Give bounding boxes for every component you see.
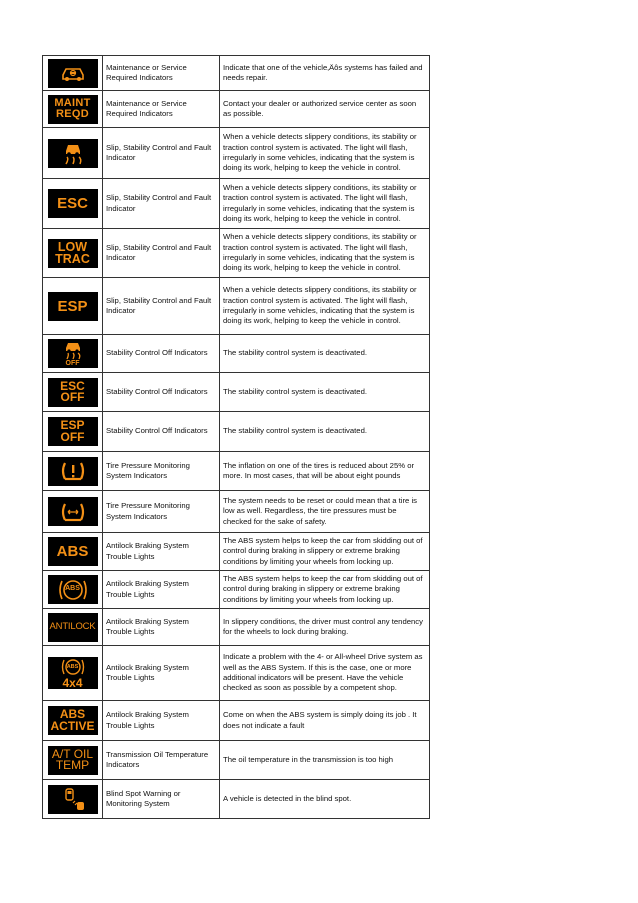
abs-4x4-label: 4x4: [62, 676, 83, 690]
indicator-name: Slip, Stability Control and Fault Indicator: [103, 229, 220, 278]
table-row: [43, 741, 430, 780]
indicator-description: The stability control system is deactivated.: [220, 412, 430, 452]
at-oil-temp-icon: A/T OIL TEMP: [48, 746, 98, 775]
table-row: [43, 373, 430, 412]
indicator-name: Stability Control Off Indicators: [103, 335, 220, 373]
indicator-name: Blind Spot Warning or Monitoring System: [103, 780, 220, 819]
indicator-name: Antilock Braking System Trouble Lights: [103, 609, 220, 646]
indicator-table: [42, 55, 430, 819]
indicator-description: When a vehicle detects slippery conditions, its stability or traction control system is activated. The light will flash, irregularly in some vehicles, indicating that the system is doing its work, helping to keep the vehicle in control.: [220, 179, 430, 229]
indicator-name: Maintenance or Service Required Indicators: [103, 91, 220, 128]
table-row: [43, 128, 430, 179]
tire-pressure-icon: [48, 457, 98, 486]
indicator-name: Tire Pressure Monitoring System Indicators: [103, 491, 220, 533]
indicator-name: Slip, Stability Control and Fault Indicator: [103, 278, 220, 335]
indicator-name: Transmission Oil Temperature Indicators: [103, 741, 220, 780]
indicator-description: The stability control system is deactivated.: [220, 373, 430, 412]
esp-off-icon: ESP OFF: [48, 417, 98, 446]
indicator-name: Antilock Braking System Trouble Lights: [103, 533, 220, 571]
indicator-description: In slippery conditions, the driver must control any tendency for the wheels to lock during braking.: [220, 609, 430, 646]
car-wrench-icon: [48, 59, 98, 88]
table-row: [43, 646, 430, 701]
table-row: [43, 229, 430, 278]
table-row: [43, 701, 430, 741]
abs-4x4-icon: [48, 657, 98, 689]
abs-active-icon: ABS ACTIVE: [48, 706, 98, 735]
table-row: [43, 452, 430, 491]
table-row: [43, 609, 430, 646]
indicator-description: When a vehicle detects slippery conditions, its stability or traction control system is activated. The light will flash, irregularly in some vehicles, indicating that the system is doing its work, helping to keep the vehicle in control.: [220, 229, 430, 278]
table-row: [43, 335, 430, 373]
table-row: [43, 56, 430, 91]
indicator-description: Indicate that one of the vehicle‚Äôs systems has failed and needs repair.: [220, 56, 430, 91]
off-label: OFF: [65, 360, 80, 367]
indicator-name: Stability Control Off Indicators: [103, 412, 220, 452]
indicator-description: The ABS system helps to keep the car from skidding out of control during braking in slippery or extreme braking conditions by limiting your wheels from locking up.: [220, 533, 430, 571]
table-row: [43, 780, 430, 819]
low-trac-icon: LOW TRAC: [48, 239, 98, 268]
indicator-description: The ABS system helps to keep the car from skidding out of control during braking in slippery or extreme braking conditions by limiting your wheels from locking up.: [220, 571, 430, 609]
abs-circle-icon: [48, 575, 98, 604]
indicator-name: Maintenance or Service Required Indicators: [103, 56, 220, 91]
abs-circle-label: ABS: [65, 585, 80, 593]
indicator-name: Antilock Braking System Trouble Lights: [103, 571, 220, 609]
table-row: [43, 412, 430, 452]
table-row: [43, 179, 430, 229]
abs-icon: ABS: [48, 537, 98, 566]
indicator-description: The inflation on one of the tires is reduced about 25% or more. In most cases, that will be about eight pounds: [220, 452, 430, 491]
tire-pressure-reset-icon: [48, 497, 98, 526]
skidding-car-off-icon: [48, 339, 98, 368]
indicator-description: Indicate a problem with the 4- or All-wheel Drive system as well as the ABS System. If this is the case, one or more additional indicators will be present. Have the vehicle checked as soon as possible by a competent shop.: [220, 646, 430, 701]
indicator-description: When a vehicle detects slippery conditions, its stability or traction control system is activated. The light will flash, irregularly in some vehicles, indicating that the system is doing its work, helping to keep the vehicle in control.: [220, 128, 430, 179]
indicator-description: A vehicle is detected in the blind spot.: [220, 780, 430, 819]
indicator-description: The oil temperature in the transmission is too high: [220, 741, 430, 780]
indicator-description: When a vehicle detects slippery conditions, its stability or traction control system is activated. The light will flash, irregularly in some vehicles, indicating that the system is doing its work, helping to keep the vehicle in control.: [220, 278, 430, 335]
indicator-name: Slip, Stability Control and Fault Indicator: [103, 179, 220, 229]
table-row: [43, 278, 430, 335]
indicator-description: Contact your dealer or authorized service center as soon as possible.: [220, 91, 430, 128]
esp-icon: ESP: [48, 292, 98, 321]
antilock-icon: ANTILOCK: [48, 613, 98, 642]
indicator-name: Antilock Braking System Trouble Lights: [103, 646, 220, 701]
indicator-name: Stability Control Off Indicators: [103, 373, 220, 412]
table-row: [43, 533, 430, 571]
blind-spot-icon: [48, 785, 98, 814]
indicator-description: The system needs to be reset or could mean that a tire is low as well. Regardless, the tire pressures must be checked for the sake of safety.: [220, 491, 430, 533]
indicator-name: Tire Pressure Monitoring System Indicators: [103, 452, 220, 491]
table-row: [43, 491, 430, 533]
table-row: [43, 91, 430, 128]
esc-off-icon: ESC OFF: [48, 378, 98, 407]
indicator-name: Antilock Braking System Trouble Lights: [103, 701, 220, 741]
esc-icon: ESC: [48, 189, 98, 218]
skidding-car-icon: [48, 139, 98, 168]
table-row: [43, 571, 430, 609]
abs-4x4-abs-label: ABS: [66, 663, 79, 670]
indicator-description: The stability control system is deactivated.: [220, 335, 430, 373]
indicator-description: Come on when the ABS system is simply doing its job . It does not indicate a fault: [220, 701, 430, 741]
maint-reqd-icon: MAINT REQD: [48, 95, 98, 124]
indicator-name: Slip, Stability Control and Fault Indicator: [103, 128, 220, 179]
